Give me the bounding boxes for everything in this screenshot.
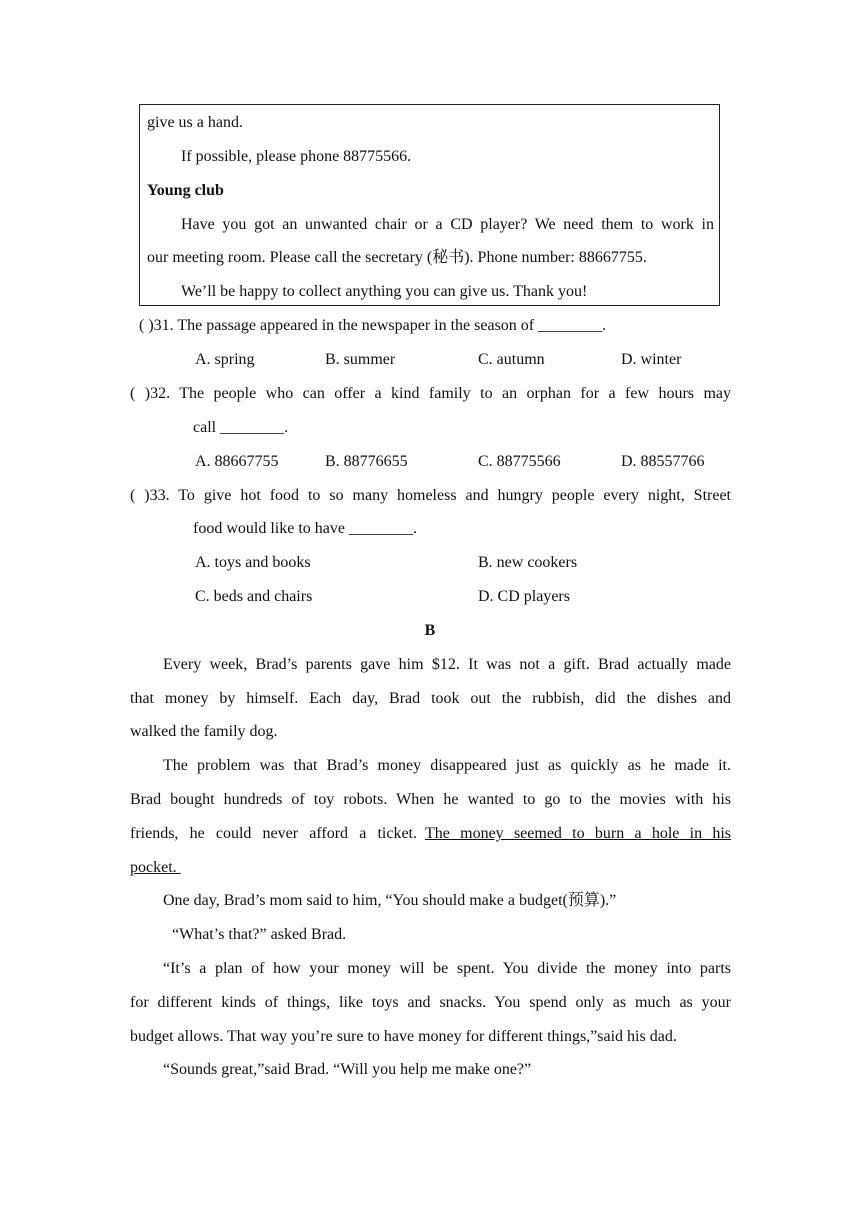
box-line-2: If possible, please phone 88775566. (181, 148, 412, 165)
para-1-line-1: Every week, Brad’s parents gave him $12. It was not a gift. Brad actually made (163, 656, 731, 673)
para-1-line-3: walked the family dog. (130, 723, 278, 740)
q32-option-c: C. 88775566 (478, 453, 561, 470)
box-heading-young-club: Young club (147, 182, 224, 199)
q31-option-a: A. spring (195, 351, 255, 368)
question-32-stem-line-2: call ________. (193, 419, 289, 436)
box-line-4: our meeting room. Please call the secretary (秘书). Phone number: 88667755. (147, 249, 647, 266)
q32-option-b: B. 88776655 (325, 453, 408, 470)
box-line-3: Have you got an unwanted chair or a CD player? We need them to work in (181, 216, 714, 233)
box-line-5: We’ll be happy to collect anything you can give us. Thank you! (181, 283, 588, 300)
q33-option-c: C. beds and chairs (195, 588, 313, 605)
para-2-line-3a: friends, he could never afford a ticket. (130, 825, 417, 842)
para-5-line-3: budget allows. That way you’re sure to have money for different things,”said his dad. (130, 1028, 677, 1045)
para-1-line-2: that money by himself. Each day, Brad took out the rubbish, did the dishes and (130, 690, 731, 707)
question-32-stem-line-1: ( )32. The people who can offer a kind family to an orphan for a few hours may (130, 385, 731, 402)
underlined-phrase-line-1: The money seemed to burn a hole in his (425, 825, 731, 842)
para-6: “Sounds great,”said Brad. “Will you help me make one?” (163, 1061, 532, 1078)
para-3: One day, Brad’s mom said to him, “You should make a budget(预算).” (163, 892, 617, 909)
q32-option-a: A. 88667755 (195, 453, 279, 470)
box-line-1: give us a hand. (147, 114, 243, 131)
question-33-stem-line-2: food would like to have ________. (193, 520, 417, 537)
question-31-stem: ( )31. The passage appeared in the newspaper in the season of ________. (139, 317, 607, 334)
para-2-line-1: The problem was that Brad’s money disappeared just as quickly as he made it. (163, 757, 731, 774)
q33-option-a: A. toys and books (195, 554, 311, 571)
section-b-title: B (424, 622, 436, 639)
q31-option-d: D. winter (621, 351, 682, 368)
q33-option-b: B. new cookers (478, 554, 578, 571)
notice-box (139, 104, 720, 306)
para-5-line-1: “It’s a plan of how your money will be spent. You divide the money into parts (163, 960, 731, 977)
underlined-phrase-line-2: pocket. (130, 859, 181, 876)
q33-option-d: D. CD players (478, 588, 570, 605)
para-5-line-2: for different kinds of things, like toys and snacks. You spend only as much as your (130, 994, 731, 1011)
q31-option-b: B. summer (325, 351, 396, 368)
q32-option-d: D. 88557766 (621, 453, 705, 470)
q31-option-c: C. autumn (478, 351, 545, 368)
para-2-line-2: Brad bought hundreds of toy robots. When he wanted to go to the movies with his (130, 791, 731, 808)
para-4: “What’s that?” asked Brad. (172, 926, 347, 943)
question-33-stem-line-1: ( )33. To give hot food to so many homeless and hungry people every night, Street (130, 487, 731, 504)
